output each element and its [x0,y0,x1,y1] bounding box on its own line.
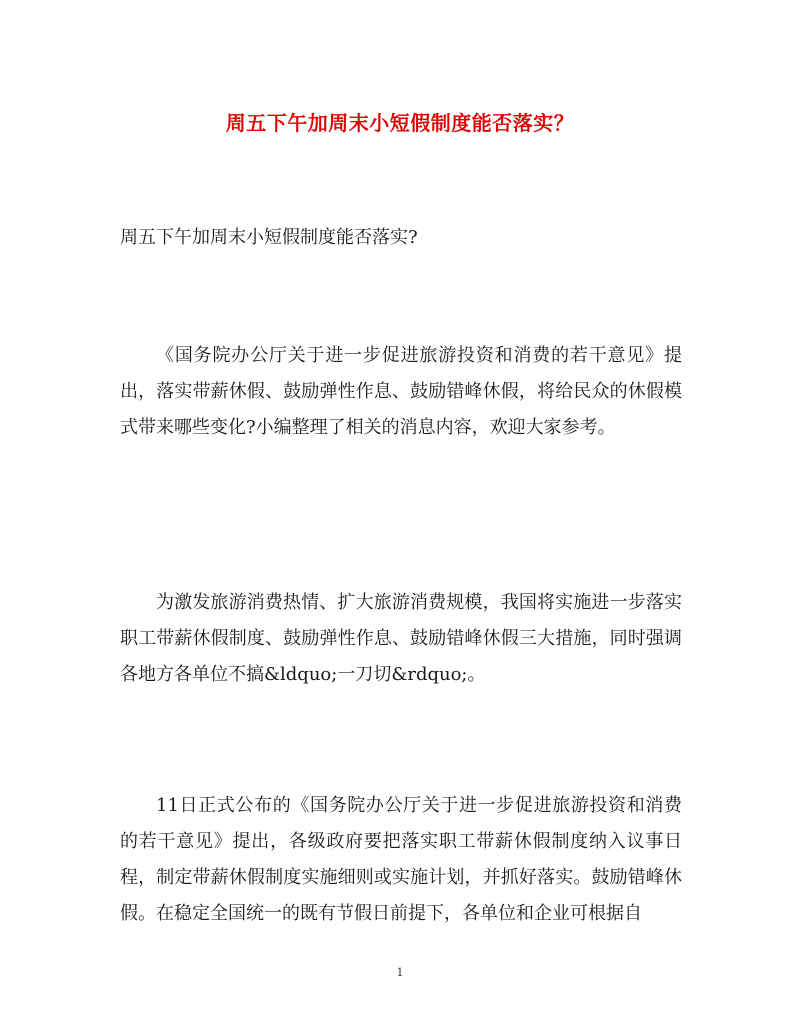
page-number: 1 [396,966,404,979]
paragraph-heading-repeat: 周五下午加周末小短假制度能否落实? [120,227,418,248]
paragraph-intro: 《国务院办公厅关于进一步促进旅游投资和消费的若干意见》提出，落实带薪休假、鼓励弹性作息、鼓励错峰休假，将给民众的休假模式带来哪些变化?小编整理了相关的消息内容，欢迎大家参考。 [120,345,682,438]
paragraph-details: 11日正式公布的《国务院办公厅关于进一步促进旅游投资和消费的若干意见》提出，各级政府要把落实职工带薪休假制度纳入议事日程，制定带薪休假制度实施细则或实施计划，并抓好落实。鼓励错峰休假。在稳定全国统一的既有节假日前提下，各单位和企业可根据自 [120,795,682,924]
paragraph-measures: 为激发旅游消费热情、扩大旅游消费规模，我国将实施进一步落实职工带薪休假制度、鼓励弹性作息、鼓励错峰休假三大措施，同时强调各地方各单位不搞&ldquo;一刀切&rdquo;。 [120,592,682,685]
document-title: 周五下午加周末小短假制度能否落实？ [225,111,575,135]
